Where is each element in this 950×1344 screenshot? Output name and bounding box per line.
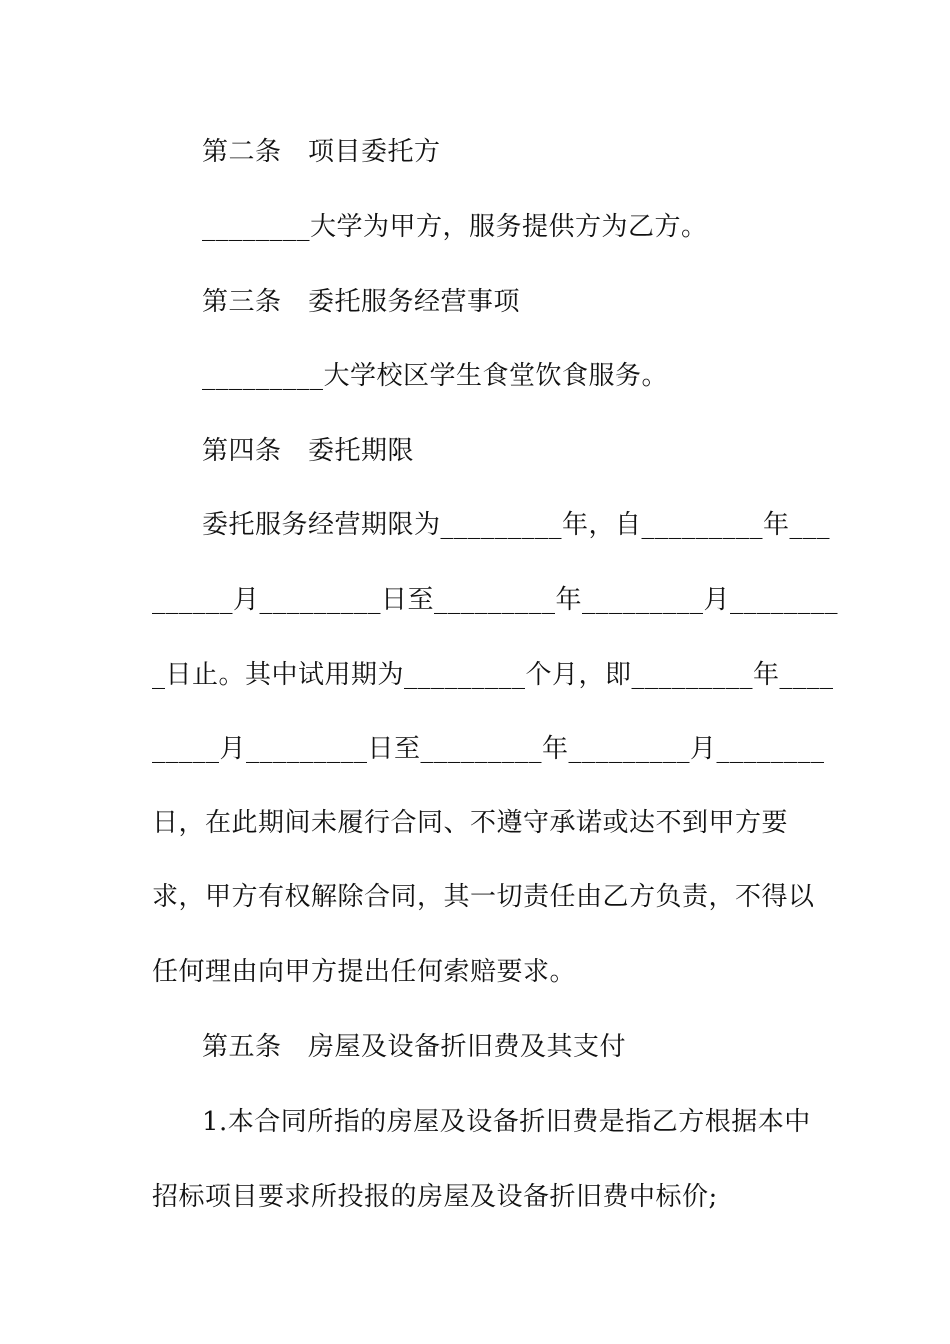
article-3-heading: 第三条 委托服务经营事项 [202,287,521,317]
article-4-paragraph-line-6: 求，甲方有权解除合同，其一切责任由乙方负责，不得以 [152,882,815,912]
article-4-paragraph-line-1: 委托服务经营期限为_________年，自_________年___ [202,510,831,540]
article-5-item-1-line-2: 招标项目要求所投报的房屋及设备折旧费中标价; [152,1182,718,1212]
article-4-paragraph-line-4: _____月_________日至_________年_________月________ [152,734,825,764]
article-4-paragraph-line-3: _日止。其中试用期为_________个月，即_________年____ [152,660,834,690]
article-3-body: _________大学校区学生食堂饮食服务。 [202,361,669,391]
article-4-paragraph-line-7: 任何理由向甲方提出任何索赔要求。 [152,957,577,987]
article-2-heading: 第二条 项目委托方 [202,137,441,167]
article-4-heading: 第四条 委托期限 [202,436,415,466]
article-5-heading: 第五条 房屋及设备折旧费及其支付 [202,1032,627,1062]
article-2-body: ________大学为甲方，服务提供方为乙方。 [202,212,708,242]
article-4-paragraph-line-5: 日，在此期间未履行合同、不遵守承诺或达不到甲方要 [152,808,789,838]
article-4-paragraph-line-2: ______月_________日至_________年_________月________ [152,585,839,615]
article-5-item-1-line-1: 1.本合同所指的房屋及设备折旧费是指乙方根据本中 [202,1107,811,1137]
